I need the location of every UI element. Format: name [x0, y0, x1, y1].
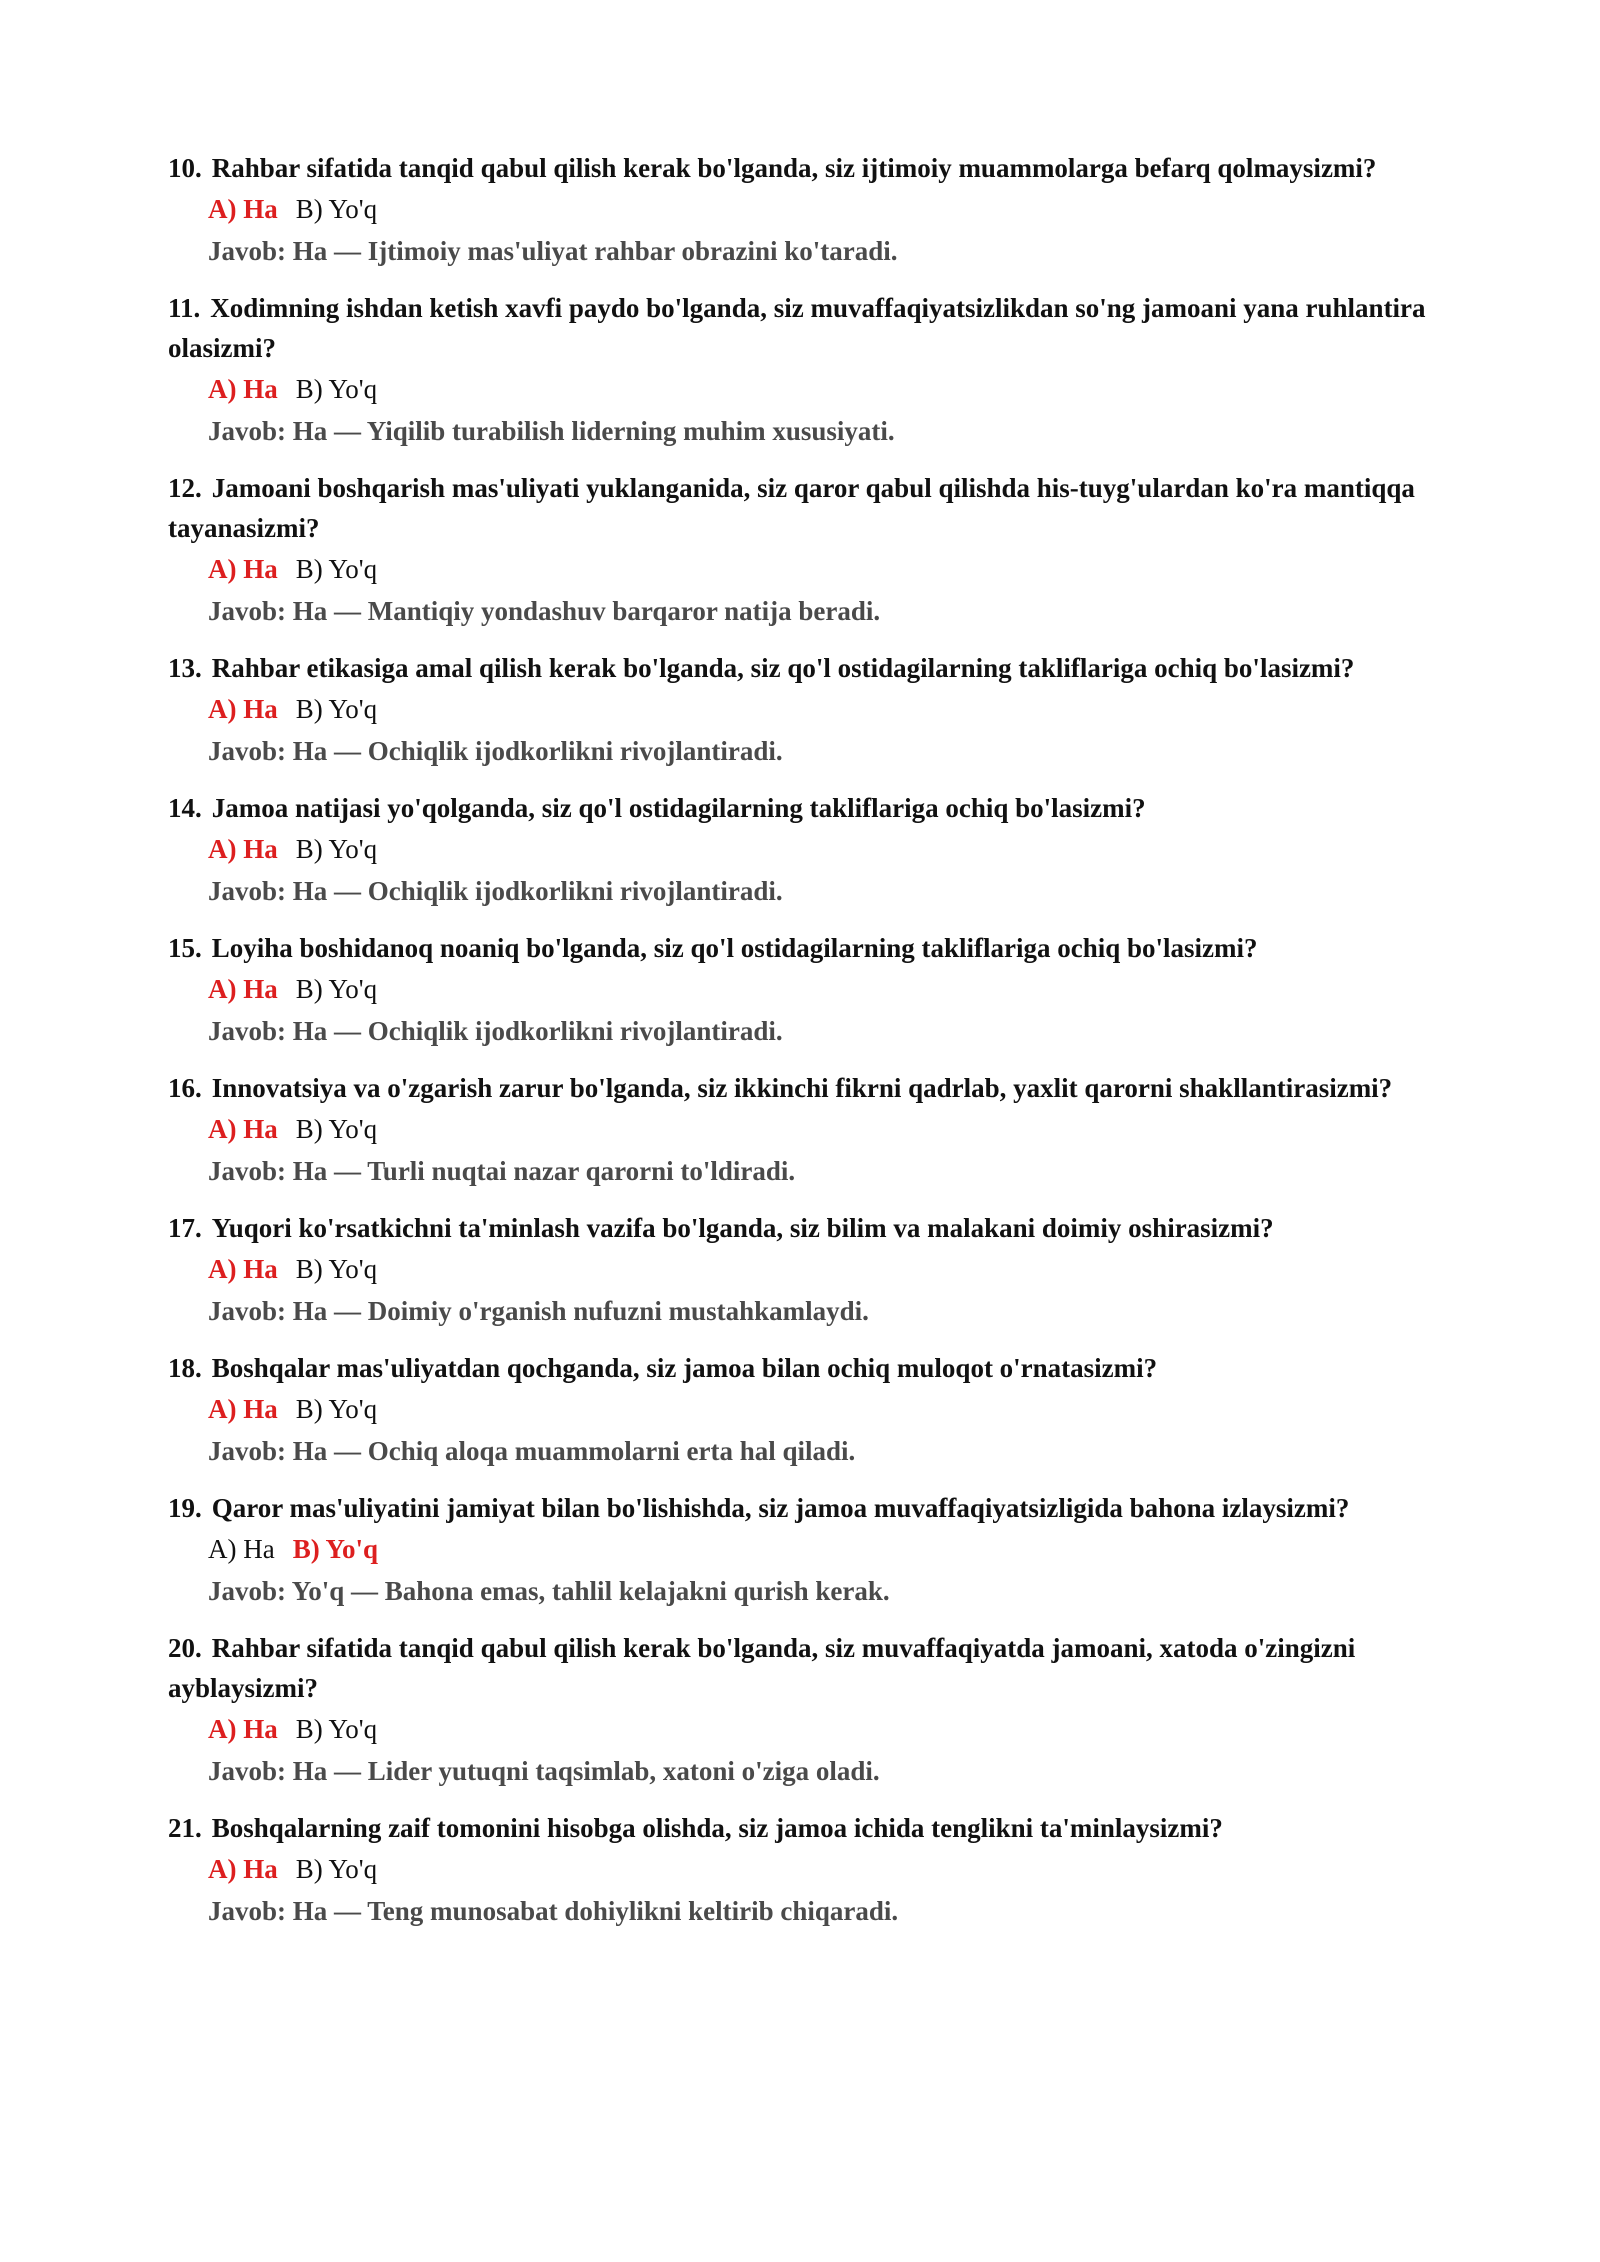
option-a: A) Ha	[208, 1394, 278, 1424]
option-b: B) Yo'q	[295, 1114, 378, 1144]
question-number: 11.	[168, 293, 201, 323]
question-body: Jamoa natijasi yo'qolganda, siz qo'l ostidagilarning takliflariga ochiq bo'lasizmi?	[211, 793, 1146, 823]
answer-explanation: Javob: Ha — Ochiqlik ijodkorlikni rivojlantiradi.	[208, 1016, 783, 1046]
option-b: B) Yo'q	[295, 974, 378, 1004]
answer-explanation: Javob: Ha — Ochiqlik ijodkorlikni rivojlantiradi.	[208, 736, 783, 766]
question-item	[168, 288, 1448, 452]
question-body: Jamoani boshqarish mas'uliyati yuklanganida, siz qaror qabul qilishda his-tuyg'ulardan ko'ra mantiqqa tayanasizmi?	[168, 473, 1415, 543]
question-text	[168, 648, 1448, 688]
question-item	[168, 468, 1448, 632]
option-a: A) Ha	[208, 834, 278, 864]
question-item	[168, 1348, 1448, 1472]
answer-options	[208, 188, 1448, 230]
question-text	[168, 1208, 1448, 1248]
option-b: B) Yo'q	[295, 1254, 378, 1284]
question-text	[168, 468, 1448, 548]
option-b: B) Yo'q	[295, 1714, 378, 1744]
question-number: 21.	[168, 1813, 202, 1843]
option-a: A) Ha	[208, 1254, 278, 1284]
answer-options	[208, 1248, 1448, 1290]
question-number: 14.	[168, 793, 202, 823]
question-body: Rahbar sifatida tanqid qabul qilish kerak bo'lganda, siz ijtimoiy muammolarga befarq qolmaysizmi?	[211, 153, 1377, 183]
question-number: 16.	[168, 1073, 202, 1103]
answer-options	[208, 1388, 1448, 1430]
question-body: Yuqori ko'rsatkichni ta'minlash vazifa bo'lganda, siz bilim va malakani doimiy oshirasizmi?	[211, 1213, 1274, 1243]
question-text	[168, 1808, 1448, 1848]
question-number: 17.	[168, 1213, 202, 1243]
question-number: 12.	[168, 473, 202, 503]
question-item	[168, 1628, 1448, 1792]
question-item	[168, 1068, 1448, 1192]
question-item	[168, 928, 1448, 1052]
question-text	[168, 148, 1448, 188]
option-a: A) Ha	[208, 974, 278, 1004]
option-a: A) Ha	[208, 694, 278, 724]
question-text	[168, 1068, 1448, 1108]
answer-explanation: Javob: Ha — Doimiy o'rganish nufuzni mustahkamlaydi.	[208, 1296, 869, 1326]
answer-explanation: Javob: Ha — Ijtimoiy mas'uliyat rahbar obrazini ko'taradi.	[208, 236, 898, 266]
question-item	[168, 1808, 1448, 1932]
question-number: 20.	[168, 1633, 202, 1663]
answer-options	[208, 1848, 1448, 1890]
question-text	[168, 928, 1448, 968]
answer-explanation: Javob: Ha — Mantiqiy yondashuv barqaror natija beradi.	[208, 596, 881, 626]
answer-options	[208, 1708, 1448, 1750]
question-number: 10.	[168, 153, 202, 183]
question-body: Loyiha boshidanoq noaniq bo'lganda, siz qo'l ostidagilarning takliflariga ochiq bo'lasizmi?	[211, 933, 1258, 963]
question-number: 15.	[168, 933, 202, 963]
option-b: B) Yo'q	[295, 834, 378, 864]
answer-options	[208, 1528, 1448, 1570]
question-body: Boshqalar mas'uliyatdan qochganda, siz jamoa bilan ochiq muloqot o'rnatasizmi?	[211, 1353, 1158, 1383]
answer-options	[208, 688, 1448, 730]
option-b: B) Yo'q	[295, 1854, 378, 1884]
answer-explanation: Javob: Ha — Yiqilib turabilish liderning muhim xususiyati.	[208, 416, 895, 446]
question-body: Rahbar sifatida tanqid qabul qilish kerak bo'lganda, siz muvaffaqiyatda jamoani, xatoda o'zingizni ayblaysizmi?	[168, 1633, 1356, 1703]
option-a: A) Ha	[208, 1854, 278, 1884]
option-b: B) Yo'q	[295, 694, 378, 724]
option-a: A) Ha	[208, 554, 278, 584]
question-text	[168, 788, 1448, 828]
answer-explanation: Javob: Ha — Ochiqlik ijodkorlikni rivojlantiradi.	[208, 876, 783, 906]
option-a: A) Ha	[208, 1114, 278, 1144]
option-b: B) Yo'q	[295, 374, 378, 404]
question-number: 13.	[168, 653, 202, 683]
question-number: 19.	[168, 1493, 202, 1523]
option-a: A) Ha	[208, 1534, 275, 1564]
question-item	[168, 648, 1448, 772]
answer-explanation: Javob: Ha — Ochiq aloqa muammolarni erta hal qiladi.	[208, 1436, 856, 1466]
answer-explanation: Javob: Ha — Teng munosabat dohiylikni keltirib chiqaradi.	[208, 1896, 899, 1926]
answer-options	[208, 828, 1448, 870]
question-number: 18.	[168, 1353, 202, 1383]
question-text	[168, 288, 1448, 368]
answer-options	[208, 1108, 1448, 1150]
question-item	[168, 148, 1448, 272]
answer-explanation: Javob: Yo'q — Bahona emas, tahlil kelajakni qurish kerak.	[208, 1576, 890, 1606]
option-a: A) Ha	[208, 374, 278, 404]
option-a: A) Ha	[208, 194, 278, 224]
question-item	[168, 1208, 1448, 1332]
option-b: B) Yo'q	[292, 1534, 379, 1564]
question-text	[168, 1628, 1448, 1708]
question-body: Qaror mas'uliyatini jamiyat bilan bo'lishishda, siz jamoa muvaffaqiyatsizligida bahona izlaysizmi?	[211, 1493, 1350, 1523]
answer-explanation: Javob: Ha — Turli nuqtai nazar qarorni to'ldiradi.	[208, 1156, 796, 1186]
answer-options	[208, 368, 1448, 410]
option-b: B) Yo'q	[295, 554, 378, 584]
option-b: B) Yo'q	[295, 194, 378, 224]
question-text	[168, 1348, 1448, 1388]
answer-options	[208, 548, 1448, 590]
question-list	[168, 148, 1448, 1948]
answer-options	[208, 968, 1448, 1010]
question-item	[168, 788, 1448, 912]
question-body: Rahbar etikasiga amal qilish kerak bo'lganda, siz qo'l ostidagilarning takliflariga ochiq bo'lasizmi?	[211, 653, 1355, 683]
option-a: A) Ha	[208, 1714, 278, 1744]
question-body: Xodimning ishdan ketish xavfi paydo bo'lganda, siz muvaffaqiyatsizlikdan so'ng jamoani yana ruhlantira olasizmi?	[168, 293, 1426, 363]
question-text	[168, 1488, 1448, 1528]
question-item	[168, 1488, 1448, 1612]
answer-explanation: Javob: Ha — Lider yutuqni taqsimlab, xatoni o'ziga oladi.	[208, 1756, 880, 1786]
question-body: Boshqalarning zaif tomonini hisobga olishda, siz jamoa ichida tenglikni ta'minlaysizmi?	[211, 1813, 1223, 1843]
option-b: B) Yo'q	[295, 1394, 378, 1424]
question-body: Innovatsiya va o'zgarish zarur bo'lganda, siz ikkinchi fikrni qadrlab, yaxlit qarorni shakllantirasizmi?	[211, 1073, 1393, 1103]
